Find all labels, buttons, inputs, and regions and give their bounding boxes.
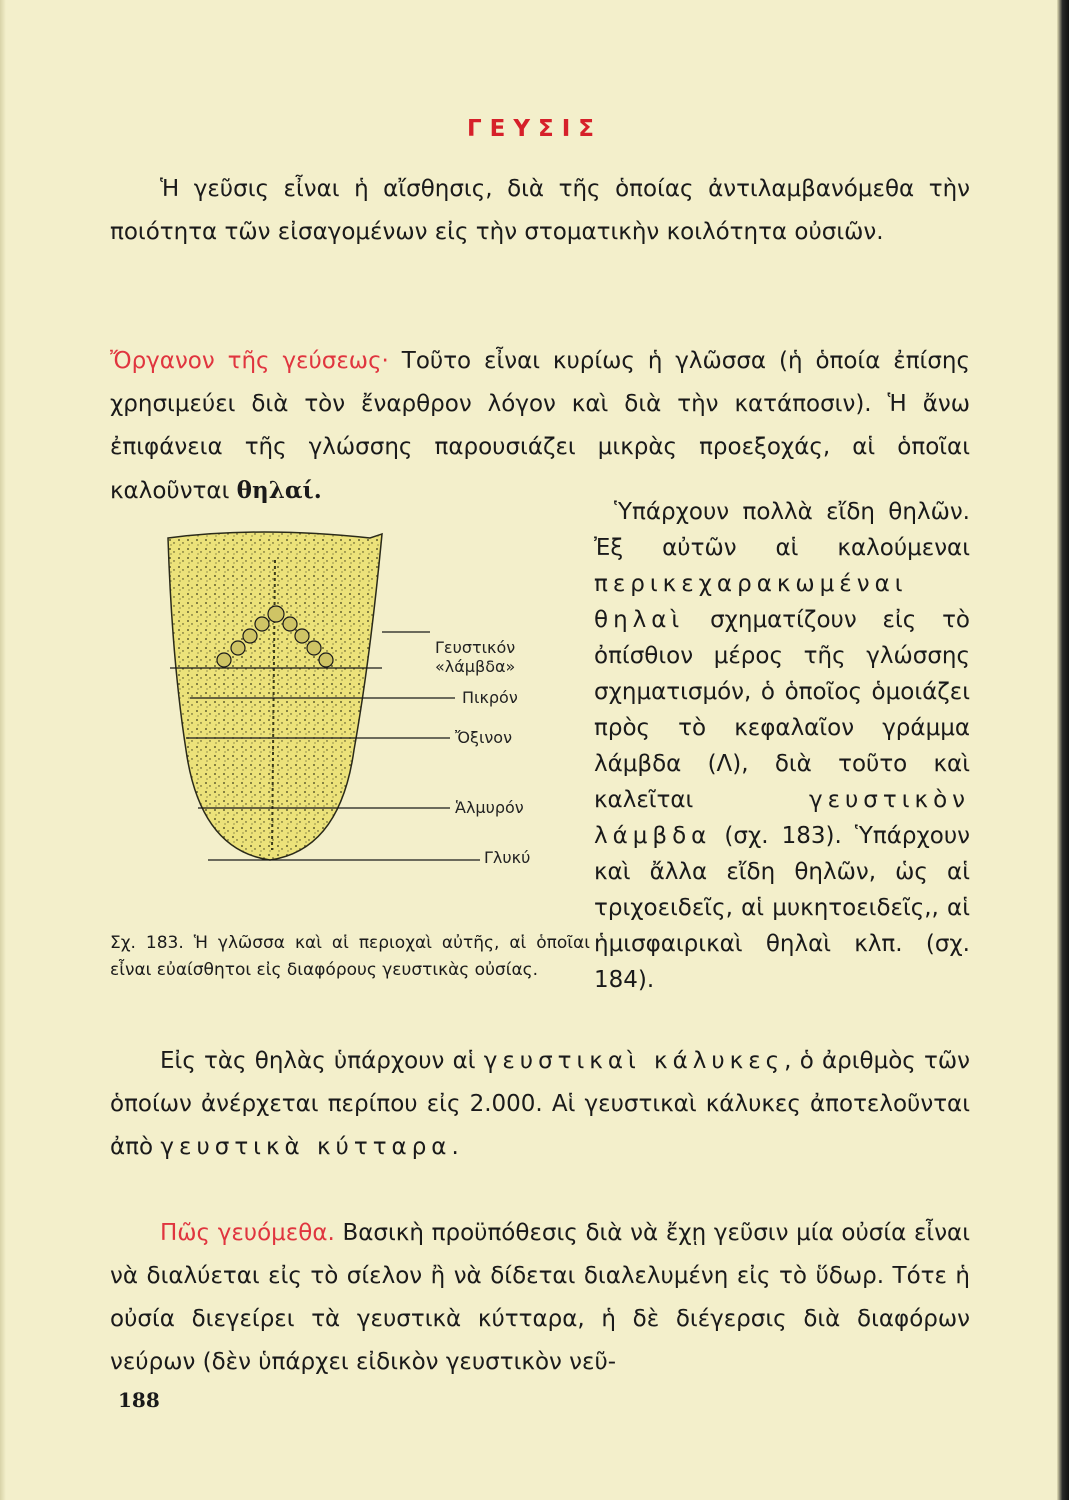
page-number: 188 bbox=[118, 1388, 160, 1412]
papillae-text-2: σχηματίζουν εἰς τὸ ὀπίσθιον μέρος τῆς γλώσσης σχηματισμόν, ὁ ὁποῖος ὁμοιάζει πρὸς τὸ κεφαλαῖον γράμμα λάμβδα (Λ), διὰ τοῦτο καὶ καλεῖται bbox=[594, 607, 970, 813]
organ-heading: Ὄργανον τῆς γεύσεως· bbox=[110, 348, 389, 374]
papillae-term-2: γευστικὸν λάμβδα bbox=[594, 787, 970, 849]
tasting-heading: Πῶς γευόμεθα. bbox=[160, 1220, 335, 1246]
tasting-paragraph bbox=[110, 1212, 970, 1384]
buds-term-2: γευστικὰ κύτταρα. bbox=[160, 1134, 464, 1160]
page-edge-right bbox=[1057, 0, 1069, 1500]
page-title: ΓΕΥΣΙΣ bbox=[466, 116, 602, 142]
buds-text-2: , ὁ ἀριθμὸς τῶν ὁποίων ἀνέρχεται περίπου εἰς 2.000. Αἱ γευστικαὶ κάλυκες ἀποτελοῦνται ἀπὸ bbox=[110, 1048, 970, 1160]
buds-text-1: Εἰς τὰς θηλὰς ὑπάρχουν αἱ bbox=[160, 1048, 484, 1074]
tongue-shape bbox=[168, 532, 382, 860]
tongue-illustration bbox=[150, 520, 570, 900]
papillae-text-3: (σχ. 183). Ὑπάρχουν καὶ ἄλλα εἴδη θηλῶν, ὡς αἱ τριχοειδεῖς, αἱ μυκητοειδεῖς,, αἱ ἡμισφαιρικαὶ θηλαὶ κλπ. (σχ. 184). bbox=[594, 823, 970, 993]
page-edge-left bbox=[0, 0, 6, 1500]
organ-term: θηλαί. bbox=[236, 477, 322, 504]
label-sour: Ὄξινον bbox=[455, 728, 513, 747]
intro-paragraph: Ἡ γεῦσις εἶναι ἡ αἴσθησις, διὰ τῆς ὁποίας ἀντιλαμβανόμεθα τὴν ποιότητα τῶν εἰσαγομένων εἰς τὴν στοματικὴν κοιλότητα οὐσιῶν. bbox=[110, 176, 970, 245]
papillae-text-1: Ὑπάρχουν πολλὰ εἴδη θηλῶν. Ἐξ αὐτῶν αἱ καλούμεναι bbox=[594, 499, 970, 561]
organ-text: Τοῦτο εἶναι κυρίως ἡ γλῶσσα (ἡ ὁποία ἐπίσης χρησιμεύει διὰ τὸν ἔναρθρον λόγον καὶ διὰ τὴν κατάποσιν). Ἡ ἄνω ἐπιφάνεια τῆς γλώσσης παρουσιάζει μικρὰς προεξοχάς, αἱ ὁποῖαι καλοῦνται bbox=[110, 348, 970, 504]
label-salty: Ἁλμυρόν bbox=[455, 798, 524, 817]
tasting-text: Βασικὴ προϋπόθεσις διὰ νὰ ἔχῃ γεῦσιν μία οὐσία εἶναι νὰ διαλύεται εἰς τὸ σίελον ἢ νὰ δίδεται διαλελυμένη εἰς τὸ ὕδωρ. Τότε ἡ οὐσία διεγείρει τὰ γευστικὰ κύτταρα, ἡ δὲ διέγερσις διὰ διαφόρων νεύρων (δὲν ὑπάρχει εἰδικὸν γευστικὸν νεῦ- bbox=[110, 1220, 971, 1375]
label-gustatory-lambda: Γευστικόν «λάμβδα» bbox=[435, 638, 516, 676]
organ-paragraph bbox=[110, 340, 970, 513]
papillae-paragraph bbox=[594, 494, 970, 998]
tongue-figure bbox=[150, 520, 570, 900]
buds-paragraph bbox=[110, 1040, 970, 1169]
figure-caption: Σχ. 183. Ἡ γλῶσσα καὶ αἱ περιοχαὶ αὐτῆς, αἱ ὁποῖαι εἶναι εὐαίσθητοι εἰς διαφόρους γευστικὰς οὐσίας. bbox=[110, 933, 590, 980]
label-sweet: Γλυκύ bbox=[484, 848, 531, 867]
buds-term-1: γευστικαὶ κάλυκες bbox=[483, 1048, 785, 1074]
papillae-term-1: περικεχαρακωμέναι θηλαὶ bbox=[594, 571, 908, 633]
label-bitter: Πικρόν bbox=[462, 688, 518, 707]
